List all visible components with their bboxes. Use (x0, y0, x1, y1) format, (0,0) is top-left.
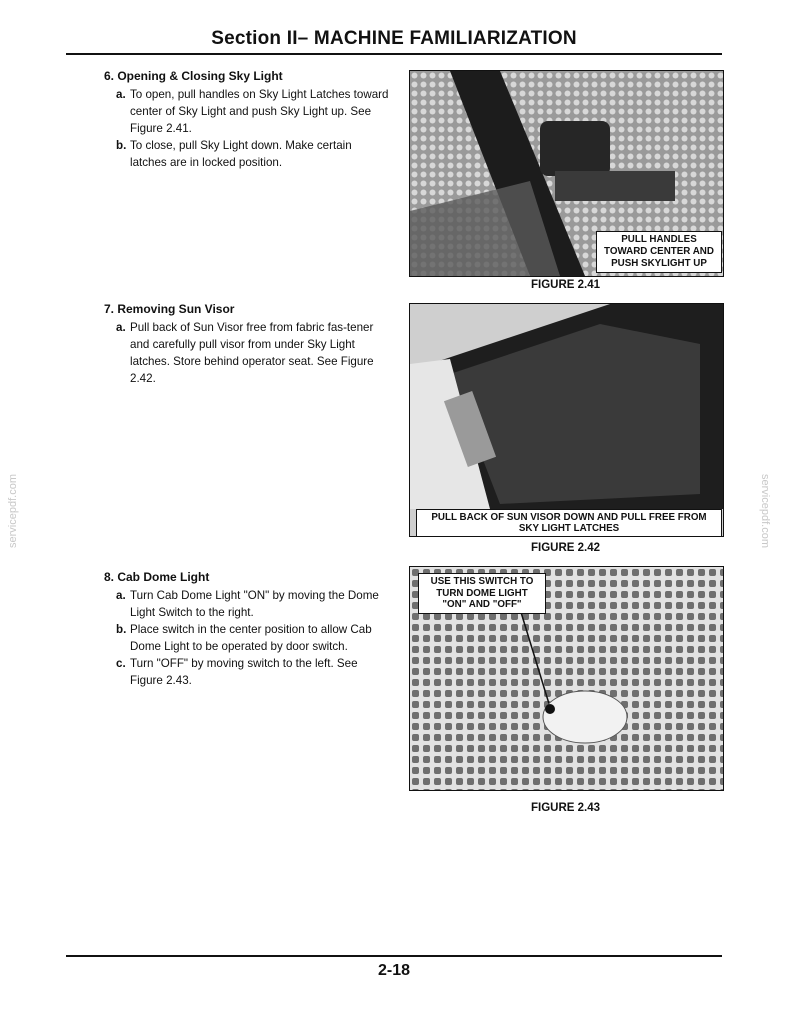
item-letter: a. (116, 589, 126, 602)
item-text: Pull back of Sun Visor free from fabric fas-tener and carefully pull visor from under Sky Light latches. Store behind operator seat. See Figure 2.42. (130, 321, 374, 385)
figure-2-41-caption: FIGURE 2.41 (530, 279, 601, 291)
figure-2-42-caption: FIGURE 2.42 (530, 542, 601, 554)
watermark-left: servicepdf.com (6, 474, 19, 548)
item-text: To open, pull handles on Sky Light Latches toward center of Sky Light and push Sky Light up. See Figure 2.41. (130, 88, 389, 135)
watermark-right: servicepdf.com (758, 474, 771, 548)
footer-rule (66, 955, 722, 957)
item-letter: c. (116, 657, 126, 670)
figure-2-41-callout: PULL HANDLES TOWARD CENTER AND PUSH SKYLIGHT UP (596, 231, 722, 273)
figure-2-43-caption: FIGURE 2.43 (530, 802, 601, 814)
item-text: Turn Cab Dome Light "ON" by moving the Dome Light Switch to the right. (130, 589, 379, 619)
figure-2-42-callout: PULL BACK OF SUN VISOR DOWN AND PULL FREE FROM SKY LIGHT LATCHES (416, 509, 722, 537)
page-number: 2-18 (377, 962, 411, 979)
sun-visor-photo-illustration (410, 304, 723, 536)
section-title: 7. Removing Sun Visor (104, 302, 235, 316)
figure-2-42-photo (409, 303, 724, 537)
section-sun-visor (104, 301, 389, 387)
list-item (116, 319, 389, 387)
list-item (116, 86, 389, 137)
figure-2-41-photo (409, 70, 724, 277)
section-sky-light (104, 68, 389, 171)
figure-2-43-callout: USE THIS SWITCH TO TURN DOME LIGHT "ON" AND "OFF" (418, 573, 546, 614)
section-dome-light (104, 569, 389, 689)
section-title: 8. Cab Dome Light (104, 570, 210, 584)
header-rule (66, 53, 722, 55)
list-item (116, 621, 389, 655)
item-text: Turn "OFF" by moving switch to the left. See Figure 2.43. (130, 657, 358, 687)
section-title: 6. Opening & Closing Sky Light (104, 69, 283, 83)
list-item (116, 655, 389, 689)
item-letter: a. (116, 321, 126, 334)
list-item (116, 137, 389, 171)
item-letter: b. (116, 623, 127, 636)
section-header: Section II– MACHINE FAMILIARIZATION (211, 28, 577, 49)
figure-2-43-photo (409, 566, 724, 791)
item-text: To close, pull Sky Light down. Make certain latches are in locked position. (130, 139, 352, 169)
item-letter: a. (116, 88, 126, 101)
list-item (116, 587, 389, 621)
item-text: Place switch in the center position to allow Cab Dome Light to be operated by door switch. (130, 623, 372, 653)
item-letter: b. (116, 139, 127, 152)
